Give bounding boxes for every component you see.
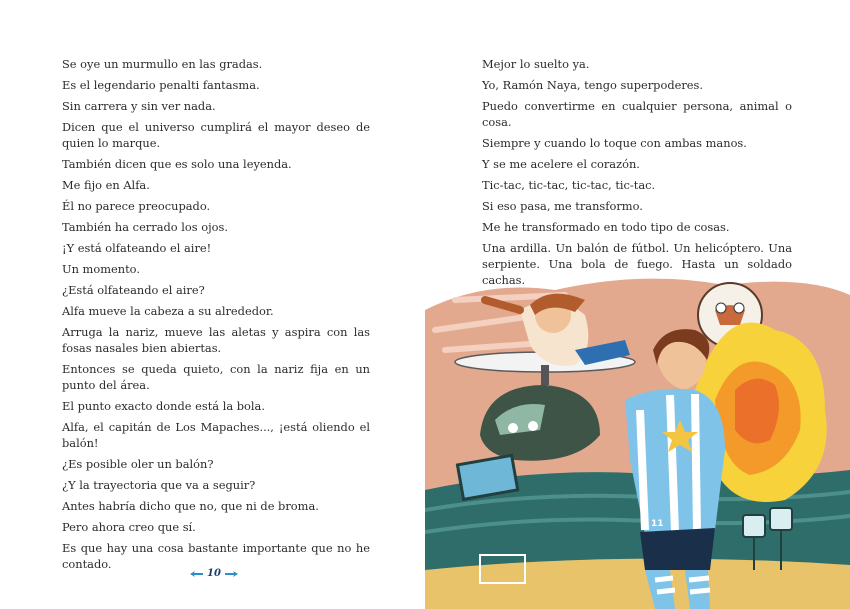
paragraph: Una ardilla. Un balón de fútbol. Un helicóptero. Una serpiente. Una bola de fuego. Hasta un soldado cachas.: [482, 241, 792, 287]
left-ornament-icon: [190, 571, 203, 577]
paragraph: Un momento.: [62, 262, 140, 276]
paragraph: Me he transformado en todo tipo de cosas.: [482, 220, 730, 234]
paragraph: Arruga la nariz, mueve las aletas y aspira con las fosas nasales bien abiertas.: [62, 325, 370, 355]
paragraph: Me fijo en Alfa.: [62, 178, 150, 192]
paragraph: Si eso pasa, me transformo.: [482, 199, 643, 213]
paragraph: El punto exacto donde está la bola.: [62, 399, 265, 413]
paragraph: Sin carrera y sin ver nada.: [62, 99, 216, 113]
paragraph: Él no parece preocupado.: [62, 199, 211, 213]
paragraph: Mejor lo suelto ya.: [482, 57, 590, 71]
paragraph: Es el legendario penalti fantasma.: [62, 78, 260, 92]
paragraph: Es que hay una cosa bastante importante que no he contado.: [62, 541, 370, 571]
left-text-column: [62, 56, 370, 577]
paragraph: Pero ahora creo que sí.: [62, 520, 196, 534]
jersey-number: 11: [651, 519, 664, 529]
paragraph: Entonces se queda quieto, con la nariz fija en un punto del área.: [62, 362, 370, 392]
paragraph: Yo, Ramón Naya, tengo superpoderes.: [482, 78, 704, 92]
right-page: [425, 0, 850, 609]
paragraph: Tic-tac, tic-tac, tic-tac, tic-tac.: [482, 178, 656, 192]
paragraph: ¡Y está olfateando el aire!: [62, 241, 212, 255]
paragraph: Y se me acelere el corazón.: [482, 157, 640, 171]
paragraph: Alfa mueve la cabeza a su alrededor.: [62, 304, 274, 318]
right-ornament-icon: [225, 571, 238, 577]
paragraph: Alfa, el capitán de Los Mapaches..., ¡está oliendo el balón!: [62, 420, 370, 450]
paragraph: ¿Y la trayectoria que va a seguir?: [62, 478, 256, 492]
paragraph: Antes habría dicho que no, que ni de broma.: [62, 499, 319, 513]
paragraph: Puedo convertirme en cualquier persona, animal o cosa.: [482, 99, 792, 129]
scoreboard: [457, 455, 517, 499]
paragraph: Siempre y cuando lo toque con ambas manos.: [482, 136, 747, 150]
paragraph: Dicen que el universo cumplirá el mayor deseo de quien lo marque.: [62, 120, 370, 150]
paragraph: ¿Es posible oler un balón?: [62, 457, 214, 471]
paragraph: ¿Está olfateando el aire?: [62, 283, 205, 297]
page-number-text: 10: [207, 568, 221, 579]
soccer-illustration: [425, 270, 850, 609]
paragraph: Se oye un murmullo en las gradas.: [62, 57, 263, 71]
paragraph: También ha cerrado los ojos.: [62, 220, 228, 234]
right-text-column: [482, 56, 792, 293]
page-number: [190, 568, 238, 579]
paragraph: También dicen que es solo una leyenda.: [62, 157, 292, 171]
